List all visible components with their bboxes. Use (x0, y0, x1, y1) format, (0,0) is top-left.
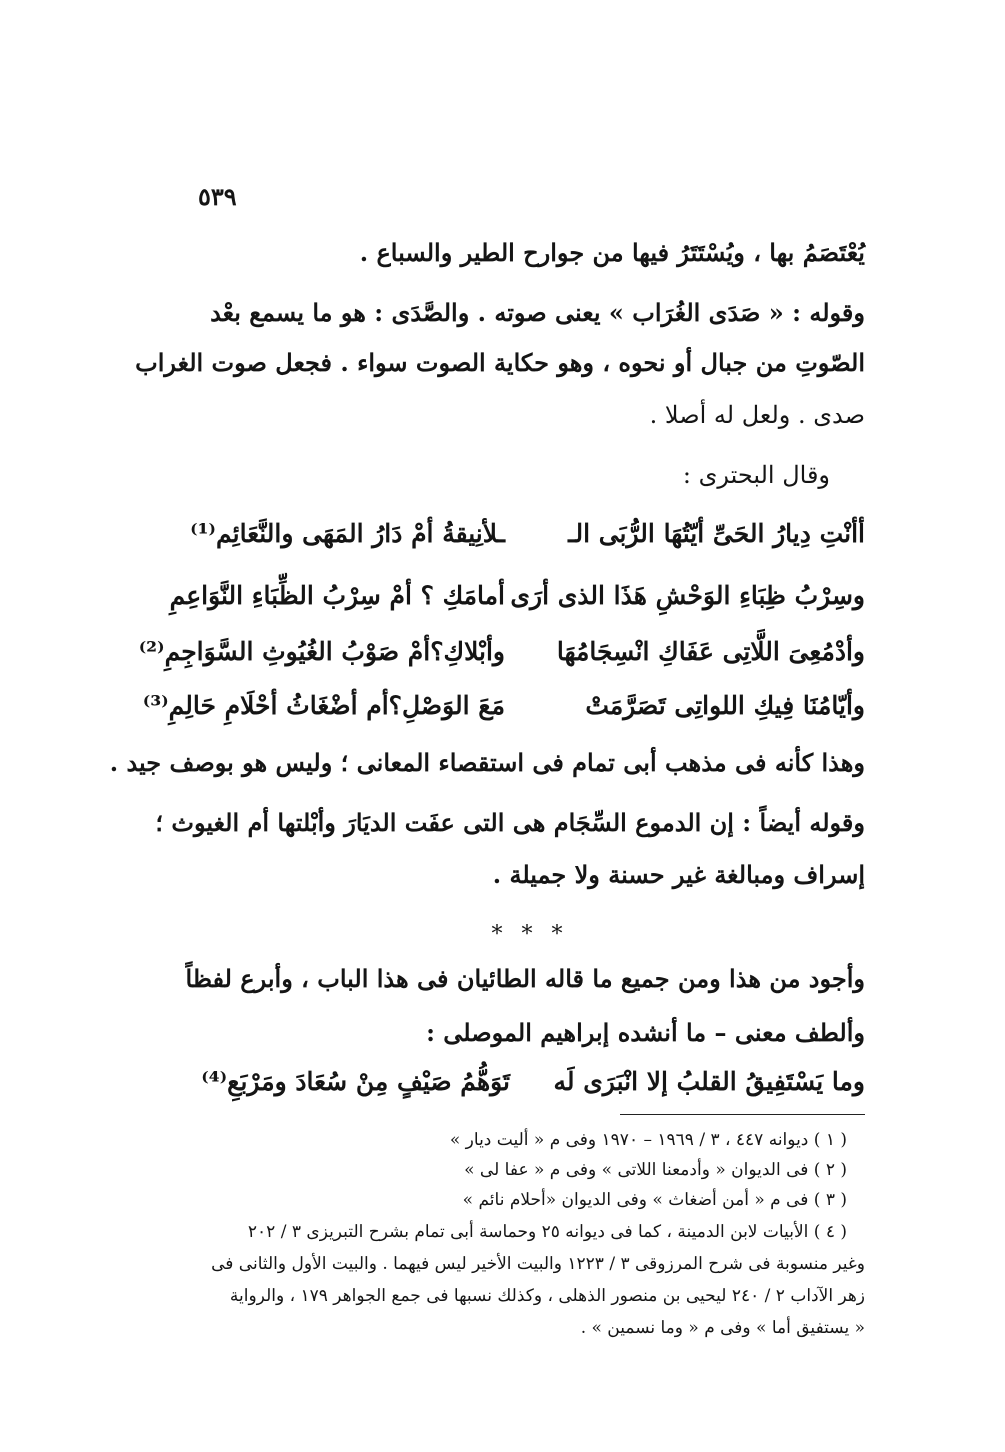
poem1-hemistich-3b: وأبْلاكِ؟أمْ صَوْبُ الغُيُوثِ السَّوَاجِمِ⁽²⁾ (138, 637, 505, 666)
footnote-4-line-1: ( ٤ ) الأبيات لابن الدمينة ، كما فى ديوانه ٢٥ وحماسة أبى تمام بشرح التبريزى ٣ / ٢٠٢ (247, 1222, 847, 1242)
footnote-3: ( ٣ ) فى م « أمن أضغاث » وفى الديوان «أحلام نائم » (462, 1190, 847, 1210)
poem1-hemistich-1b: ـلأنِيقةُ أمْ دَارُ المَهَى والنَّعَائِم⁽¹⁾ (190, 519, 505, 548)
comment-line-1: وهذا كأنه فى مذهب أبى تمام فى استقصاء المعانى ؛ وليس هو بوصف جيد . (109, 748, 865, 777)
section2-line-1: وأجود من هذا ومن جميع ما قاله الطائيان فى هذا الباب ، وأبرع لفظاً (185, 964, 865, 993)
intro-line: وقال البحترى : (682, 461, 830, 489)
body-line-2: وقوله : « صَدَى الغُرَاب » يعنى صوته . والصَّدَى : هو ما يسمع بعْد (210, 298, 865, 327)
body-line-4: صدى . ولعل له أصلا . (649, 401, 865, 429)
poem1-hemistich-4b: مَعَ الوَصْلِ؟أم أضْغَاثُ أحْلَامِ حَالِمِ⁽³⁾ (142, 691, 505, 720)
poem2-hemistich-b: تَوَهُّمُ صَيْفٍ مِنْ سُعَادَ ومَرْبَعِ⁽⁴⁾ (201, 1067, 510, 1096)
footnote-4-line-2: وغير منسوبة فى شرح المرزوقى ٣ / ١٢٢٣ والبيت الأخير ليس فيهما . والبيت الأول والثانى فى (211, 1254, 865, 1274)
comment-line-3: إسراف ومبالغة غير حسنة ولا جميلة . (492, 860, 865, 889)
body-line-1: يُعْتَصَمُ بها ، ويُسْتَتَرُ فيها من جوارح الطير والسباع . (359, 238, 865, 267)
comment-line-2: وقوله أيضاً : إن الدموع السِّجَام هى التى عفَت الديَارَ وأبْلتها أم الغيوث ؛ (155, 808, 865, 837)
poem1-hemistich-1a: أأنْتِ دِيارُ الحَىِّ أيّتُهَا الرُّبَى الـ (568, 519, 865, 548)
poem1-hemistich-4a: وأيّامُنَا فِيكِ اللواتِى تَصَرَّمَتْ (585, 691, 865, 720)
poem1-hemistich-2a: وسِرْبُ ظِبَاءِ الوَحْشِ هَذَا الذى أرَى (510, 581, 865, 610)
body-line-3: الصّوتِ من جبال أو نحوه ، وهو حكاية الصوت سواء . فجعل صوت الغراب (135, 348, 865, 377)
section-separator: * * * (491, 922, 569, 947)
section2-line-2: وألطف معنى – ما أنشده إبراهيم الموصلى : (426, 1018, 865, 1047)
page-number: ٥٣٩ (198, 182, 237, 211)
footnote-1: ( ١ ) ديوانه ٤٤٧ ، ٣ / ١٩٦٩ – ١٩٧٠ وفى م « أليت ديار » (449, 1130, 847, 1150)
footnote-4-line-3: زهر الآداب ٢ / ٢٤٠ ليحيى بن منصور الذهلى ، وكذلك نسبها فى جمع الجواهر ١٧٩ ، والرواية (229, 1286, 865, 1306)
poem1-hemistich-2b: أمامَكِ ؟ أمْ سِرْبُ الظِّبَاءِ النَّوَاعِمِ (169, 581, 505, 610)
footnote-2: ( ٢ ) فى الديوان « وأدمعنا اللاتى » وفى م « عفا لى » (464, 1160, 847, 1180)
footnote-4-line-4: « يستفيق أما » وفى م « وما نسمين » . (580, 1318, 865, 1338)
poem1-hemistich-3a: وأدْمُعِىَ اللَّاتِى عَفَاكِ انْسِجَامُهَا (556, 637, 865, 666)
poem2-hemistich-a: وما يَسْتَفِيقُ القلبُ إلا انْبَرَى لَه (553, 1067, 865, 1096)
footnote-rule (620, 1114, 865, 1115)
